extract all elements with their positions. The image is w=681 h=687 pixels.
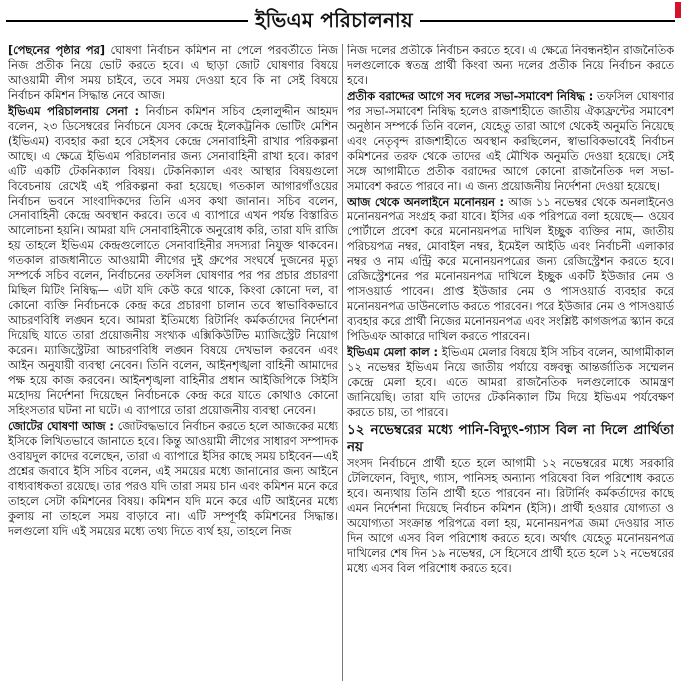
army-paragraph [8,105,338,419]
online-lead: আজ থেকে অনলাইনে মনোনয়ন : [347,195,505,209]
intro-lead: [পেছনের পৃষ্ঠার পর] [8,44,105,57]
alliance-lead: জোটের ঘোষণা আজ : [8,419,114,433]
rally-text: তফসিল ঘোষণার পর সভা-সমাবেশ নিষিদ্ধ হলেও রাজশাহীতে জাতীয় ঐক্যফ্রন্টের সমাবেশ অনুষ্ঠান সম্পর্কে তিনি বলেন, যেহেতু তারা আগে থেকেই অনুমতি নিয়েছে এবং নেতৃবৃন্দ রাজশাহীতে অবস্থান করছিলেন, স্বাভাবিকভাবেই নির্বাচন কমিশনের তরফ থেকে তাদের এই মৌখিক অনুমতি দেওয়া হয়েছে। সেই সঙ্গে আগামীতে প্রতীক বরাদ্দের আগে কোনো রাজনৈতিক দল সভা-সমাবেশ করতে পারবে না। এ জন্য প্রয়োজনীয় নির্দেশনা দেওয়া হয়েছে। [347,89,674,193]
army-text: নির্বাচন কমিশন সচিব হেলালুদ্দীন আহমদ বলেন, ২৩ ডিসেম্বরের নির্বাচনে যেসব কেন্দ্রে ইলেকট্রনিক ভোটিং মেশিন (ইভিএম) ব্যবহার করা হবে সেইসব কেন্দ্রে সেনাবাহিনী রাখার পরিকল্পনা আছে। এ ক্ষেত্রে ইভিএম পরিচালনার জন্য সেনাবাহিনী রাখা হবে। কারণ এটি একটি টেকনিক্যাল বিষয়। টেকনিক্যাল এবং আস্থার বিষয়গুলো বিবেচনায় রেখেই এই পরিকল্পনা করা হয়েছে। গতকাল আগারগাঁওয়ের নির্বাচন ভবনে সাংবাদিকদের তিনি এসব কথা জানান। সচিব বলেন, সেনাবাহিনী কেন্দ্রে অবস্থান করবে। তবে এ ব্যাপারে এখন পর্যন্ত বিস্তারিত আলোচনা হয়নি। আমরা যদি সেনাবাহিনীকে অনুরোধ করি, তারা যদি রাজি হয় তাহলে ইভিএম কেন্দ্রগুলোতে সেনাবাহিনীর সদস্যরা নিযুক্ত থাকবেন। গতকাল রাজধানীতে আওয়ামী লীগের দুই গ্রুপের সংঘর্ষে দুজনের মৃত্যু সম্পর্কে সচিব বলেন, নির্বাচনের তফসিল ঘোষণার পর পর প্রচার প্রচারণা মিছিল মিটিং নিষিদ্ধ— এটা যদি কেউ করে থাকে, কিংবা কোনো দল, বা কোনো ব্যক্তি নির্বাচনকে কেন্দ্র করে প্রচারণা চালান তবে স্বাভাবিকভাবে আচরণবিধি লঙ্ঘন হবে। আমরা ইতিমধ্যে রিটার্নিং কর্মকর্তাদের নির্দেশনা দিয়েছি যাতে তারা প্রয়োজনীয় সংখ্যক এক্সিকিউটিভ ম্যাজিস্ট্রেট নিয়োগ করেন। ম্যাজিস্ট্রেটরা আচরণবিধি লঙ্ঘন বিষয়ে দেখভাল করবেন এবং আইন অনুযায়ী ব্যবস্থা নেবেন। তিনি বলেন, আইনশৃঙ্খলা বাহিনী আমাদের পক্ষ হয়ে কাজ করবেন। আইনশৃঙ্খলা বাহিনীর প্রধান আইজিপিকে সিইসি মহোদয় নির্দেশনা দিয়েছেন নির্বাচনকে কেন্দ্র করে যাতে কোথাও কোনো সহিংসতার ঘটনা না ঘটে। এ ব্যাপারে তারা প্রয়োজনীয় ব্যবস্থা নেবেন। [8,104,338,417]
right-column [347,44,674,681]
intro-paragraph [8,44,338,104]
alliance-paragraph [8,420,338,540]
fair-paragraph [347,346,674,421]
alliance-text: জোটবদ্ধভাবে নির্বাচন করতে হলে আজকের মধ্যে ইসিকে লিখিতভাবে জানাতে হবে। কিন্তু আওয়ামী লীগের সাধারণ সম্পাদক ওবায়দুল কাদের বলেছেন, তারা এ ব্যাপারে ইসির কাছে সময় চাইবেন—এই প্রশ্নের জবাবে ইসি সচিব বলেন, এই সময়ের মধ্যে জানানোর জন্য আইনে বাধ্যবাধকতা রয়েছে। তার পরও যদি তারা সময় চান এবং কমিশন মনে করে তাহলে সেটা কমিশনের বিষয়। কমিশন যদি মনে করে এটি আইনের মধ্যে কুলায় না তাহলে সময় বাড়াবে না। এটি সম্পূর্ণই কমিশনের সিদ্ধান্ত। দলগুলো যদি এই সময়ের মধ্যে তথ্য দিতে ব্যর্থ হয়, তাহলে নিজ [8,419,338,538]
intro-text: ঘোষণা নির্বাচন কমিশন না পেলে পরবর্তীতে নিজ নিজ প্রতীক নিয়ে ভোট করতে হবে। এ ছাড়া জোট ঘোষণার বিষয়ে আওয়ামী লীগ সময় চাইবে, তবে সময় দেওয়া হবে কি না সেই বিষয়ে নির্বাচন কমিশন সিদ্ধান্ত নেবে আজ। [8,44,338,102]
continuation-paragraph [347,44,674,89]
bills-text: সংসদ নির্বাচনে প্রার্থী হতে হলে আগামী ১২ নভেম্বরের মধ্যে সরকারি টেলিফোন, বিদ্যুৎ, গ্যাস, পানিসহ অন্যান্য পরিষেবা বিল পরিশোধ করতে হবে। অন্যথায় তিনি প্রার্থী হতে পারবেন না। রিটার্নিং কর্মকর্তাদের কাছে এমন নির্দেশনা দিয়েছে নির্বাচন কমিশন (ইসি)। প্রার্থী হওয়ার যোগ্যতা ও অযোগ্যতা সংক্রান্ত পরিপত্রে বলা হয়, মনোনয়নপত্র জমা দেওয়ার সাত দিন আগে এসব বিল পরিশোধ করতে হবে। অর্থাৎ যেহেতু মনোনয়নপত্র দাখিলের শেষ দিন ১৯ নভেম্বর, সে হিসেবে প্রার্থী হতে হলে ১২ নভেম্বরের মধ্যে এসব বিল পরিশোধ করতে হবে। [347,456,674,575]
continuation-text: নিজ দলের প্রতীকে নির্বাচন করতে হবে। এ ক্ষেত্রে নিবন্ধনহীন রাজনৈতিক দলগুলোকে স্বতন্ত্র প্রার্থী কিংবা অন্য দলের প্রতীক নিয়ে নির্বাচন করতে হবে। [347,44,674,87]
bills-paragraph [347,457,674,577]
fair-text: ইভিএম মেলার বিষয়ে ইসি সচিব বলেন, আগামীকাল ১২ নভেম্বর ইভিএম নিয়ে জাতীয় পর্যায়ে বঙ্গবন্ধু আন্তর্জাতিক সম্মেলন কেন্দ্রে মেলা হবে। এতে আমরা রাজনৈতিক দলগুলোকে আমন্ত্রণ জানিয়েছি। তারা যদি তাদের টেকনিক্যাল টিম দিয়ে ইভিএম পর্যবেক্ষণ করতে চায়, তা পারবে। [347,346,674,419]
red-edge-marker [675,2,681,18]
left-column [8,44,338,681]
page-title: ইভিএম পরিচালনায় [248,5,420,35]
section-heading [0,0,681,44]
rally-paragraph [347,90,674,195]
online-paragraph [347,196,674,346]
army-lead: ইভিএম পরিচালনায় সেনা : [8,104,140,118]
bills-subheading: ১২ নভেম্বরের মধ্যে পানি-বিদ্যুৎ-গ্যাস বিল না দিলে প্রার্থিতা নয় [347,421,674,455]
fair-lead: ইভিএম মেলা কাল : [347,346,439,360]
column-divider [342,44,343,681]
rally-lead: প্রতীক বরাদ্দের আগে সব দলের সভা-সমাবেশ নিষিদ্ধ : [347,89,594,103]
online-text: আজ ১১ নভেম্বর থেকে অনলাইনেও মনোনয়নপত্র সংগ্রহ করা যাবে। ইসির এক পরিপত্রে বলা হয়েছে— ওয়েব পোর্টালে প্রবেশ করে মনোনয়নপত্র দাখিল ইচ্ছুক ব্যক্তির নাম, জাতীয় পরিচয়পত্র নম্বর, মোবাইল নম্বর, ইমেইল আইডি এবং নির্বাচনী এলাকার নম্বর ও নাম এন্ট্রি করে মনোনয়নপত্রের জন্য রেজিস্ট্রেশন করতে হবে। রেজিস্ট্রেশনের পর মনোনয়নপত্র দাখিলে ইচ্ছুক একটি ইউজার নেম ও পাসওয়ার্ড পাবেন। প্রাপ্ত ইউজার নেম ও পাসওয়ার্ড ব্যবহার করে মনোনয়নপত্র ডাউনলোড করতে পারবেন। পরে ইউজার নেম ও পাসওয়ার্ড ব্যবহার করে প্রার্থী নিজের মনোনয়নপত্র এবং সংশ্লিষ্ট কাগজপত্র স্ক্যান করে পিডিএফ আকারে দাখিল করতে পারবেন। [347,195,674,344]
